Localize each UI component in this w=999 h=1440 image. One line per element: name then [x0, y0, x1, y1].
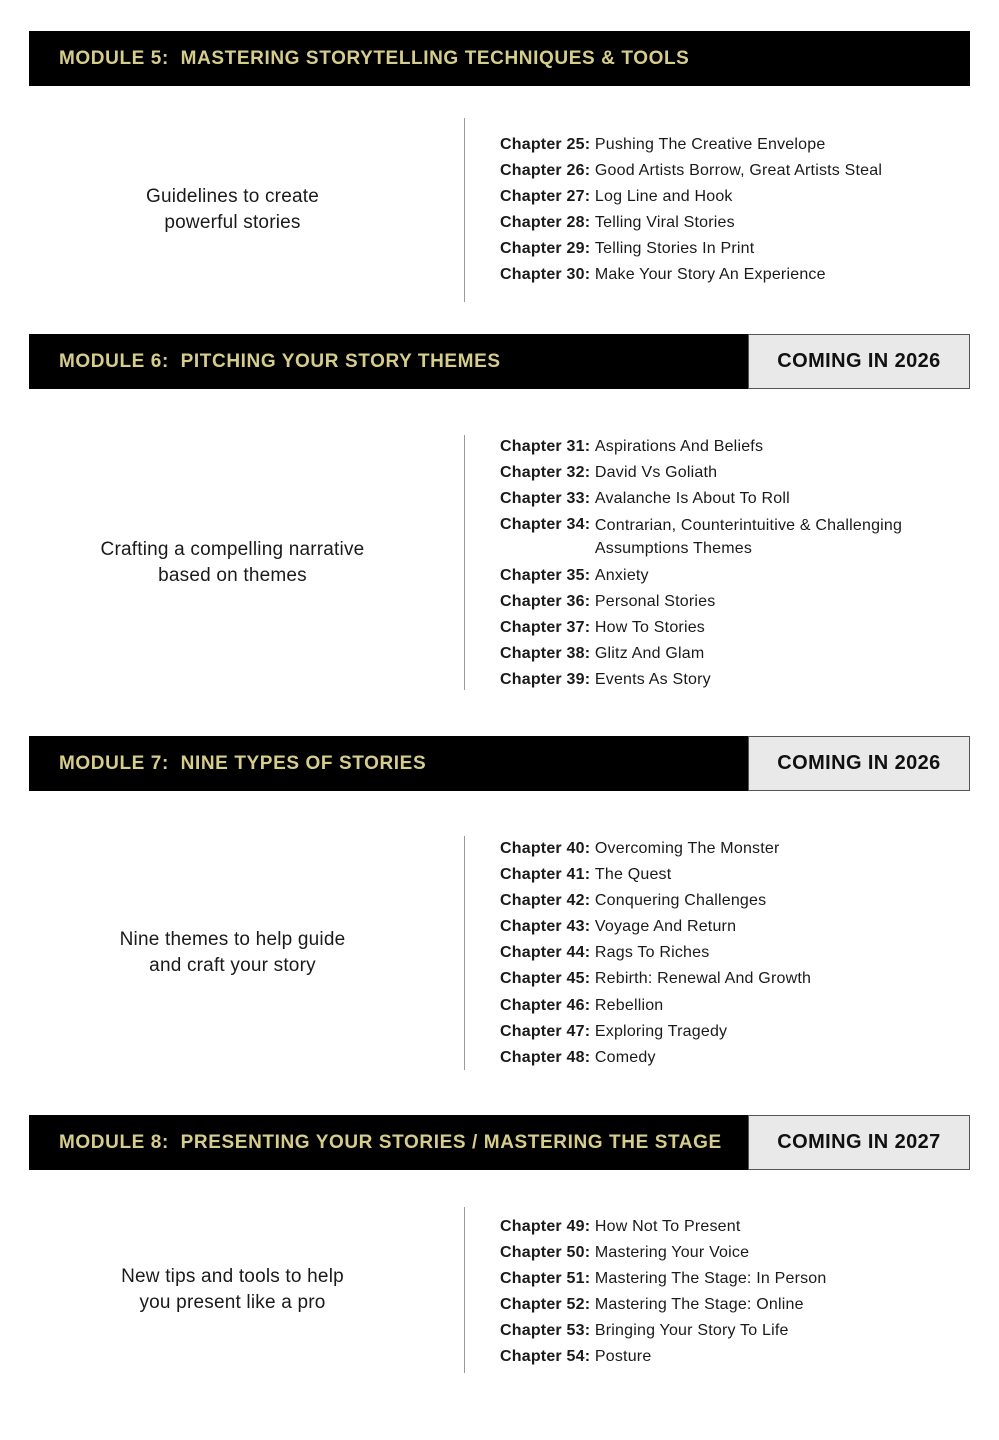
chapter-number: Chapter 35:: [500, 566, 591, 584]
chapter-title: David Vs Goliath: [594, 464, 718, 482]
chapter-item: [500, 589, 970, 615]
chapter-number: Chapter 53:: [500, 1322, 591, 1340]
chapter-title: Mastering The Stage: In Person: [594, 1270, 827, 1288]
chapter-item: [500, 940, 970, 966]
chapter-list: [500, 836, 970, 1071]
chapter-item: [500, 236, 970, 262]
chapter-item: [500, 210, 970, 236]
chapter-item: [500, 1019, 970, 1045]
chapter-item: [500, 1344, 970, 1370]
chapter-title: Telling Viral Stories: [594, 214, 735, 232]
chapter-number: Chapter 33:: [500, 490, 591, 508]
module-description: [29, 435, 436, 690]
chapter-title: Contrarian, Counterintuitive & Challenging Assumptions Themes: [594, 516, 903, 557]
chapter-number: Chapter 48:: [500, 1048, 591, 1066]
chapter-number: Chapter 37:: [500, 618, 591, 636]
coming-soon-badge: [748, 1115, 970, 1170]
module-5-header: [29, 31, 970, 86]
module-title: MODULE 6: PITCHING YOUR STORY THEMES: [59, 350, 501, 372]
chapter-list: [500, 1214, 970, 1371]
chapter-item: [500, 158, 970, 184]
chapter-number: Chapter 38:: [500, 645, 591, 663]
module-8-body: [29, 1207, 970, 1373]
chapter-title: Log Line and Hook: [594, 188, 733, 206]
chapter-number: Chapter 26:: [500, 162, 591, 180]
module-5-title-bar: [29, 31, 970, 86]
chapter-title: Avalanche Is About To Roll: [594, 490, 790, 508]
chapter-number: Chapter 36:: [500, 592, 591, 610]
chapter-item: [500, 914, 970, 940]
column-divider: [464, 1207, 465, 1373]
module-title: MODULE 5: MASTERING STORYTELLING TECHNIQUES & TOOLS: [59, 47, 690, 69]
chapter-title: Conquering Challenges: [594, 892, 767, 910]
description-line: Guidelines to create: [146, 186, 319, 207]
chapter-title: Bringing Your Story To Life: [594, 1322, 789, 1340]
chapter-number: Chapter 42:: [500, 892, 591, 910]
chapter-number: Chapter 52:: [500, 1296, 591, 1314]
module-description: [29, 836, 436, 1070]
chapter-item: [500, 667, 970, 693]
chapter-item: [500, 486, 970, 512]
chapter-number: Chapter 40:: [500, 840, 591, 857]
chapter-number: Chapter 30:: [500, 266, 591, 284]
chapter-list: [500, 434, 970, 693]
column-divider: [464, 836, 465, 1070]
chapter-number: Chapter 46:: [500, 996, 591, 1014]
chapter-title: How To Stories: [594, 618, 705, 636]
chapter-number: Chapter 25:: [500, 136, 591, 153]
column-divider: [464, 435, 465, 690]
chapter-item: [500, 862, 970, 888]
chapter-item: [500, 262, 970, 288]
chapter-title: Make Your Story An Experience: [594, 266, 826, 284]
chapter-title: Posture: [594, 1348, 652, 1366]
module-description: [29, 1207, 436, 1373]
chapter-number: Chapter 31:: [500, 438, 591, 455]
chapter-item: [500, 132, 970, 158]
chapter-number: Chapter 39:: [500, 671, 591, 689]
chapter-title: Comedy: [594, 1048, 656, 1066]
chapter-title: Mastering Your Voice: [594, 1244, 750, 1262]
description-line: and craft your story: [149, 955, 316, 976]
chapter-item: [500, 184, 970, 210]
description-line: New tips and tools to help: [121, 1266, 344, 1287]
chapter-number: Chapter 34:: [500, 516, 591, 534]
module-6-header: [29, 334, 970, 389]
chapter-item: [500, 1214, 970, 1240]
badge-label: COMING IN 2027: [777, 1131, 941, 1153]
column-divider: [464, 118, 465, 302]
module-7-title-bar: [29, 736, 748, 791]
chapter-number: Chapter 51:: [500, 1270, 591, 1288]
description-line: based on themes: [158, 564, 307, 586]
chapter-title: Voyage And Return: [594, 918, 737, 936]
chapter-title: Glitz And Glam: [594, 645, 705, 663]
chapter-title: The Quest: [594, 866, 672, 884]
chapter-number: Chapter 28:: [500, 214, 591, 232]
chapter-number: Chapter 27:: [500, 188, 591, 206]
chapter-number: Chapter 44:: [500, 944, 591, 962]
chapter-title: Exploring Tragedy: [594, 1022, 728, 1040]
chapter-title: Anxiety: [594, 566, 649, 584]
chapter-title: Telling Stories In Print: [594, 240, 755, 258]
module-6-title-bar: [29, 334, 748, 389]
chapter-number: Chapter 49:: [500, 1218, 591, 1235]
chapter-number: Chapter 54:: [500, 1348, 591, 1366]
chapter-number: Chapter 47:: [500, 1022, 591, 1040]
module-6-body: [29, 435, 970, 690]
description-line: Nine themes to help guide: [119, 929, 346, 950]
chapter-item: [500, 1045, 970, 1071]
chapter-item: [500, 966, 970, 992]
chapter-title: Rags To Riches: [594, 944, 710, 962]
coming-soon-badge: [748, 334, 970, 389]
chapter-item: [500, 434, 970, 460]
chapter-number: Chapter 41:: [500, 866, 591, 884]
chapter-title: Rebirth: Renewal And Growth: [594, 970, 812, 988]
module-description: [29, 118, 436, 302]
module-8-header: [29, 1115, 970, 1170]
chapter-list: [500, 132, 970, 289]
chapter-title: Good Artists Borrow, Great Artists Steal: [594, 162, 883, 180]
chapter-title: Aspirations And Beliefs: [594, 438, 764, 455]
chapter-number: Chapter 32:: [500, 464, 591, 482]
chapter-item: [500, 1240, 970, 1266]
chapter-item: [500, 888, 970, 914]
chapter-item: [500, 563, 970, 589]
description-line: Crafting a compelling narrative: [100, 538, 365, 560]
chapter-number: Chapter 29:: [500, 240, 591, 258]
chapter-title: Pushing The Creative Envelope: [594, 136, 826, 153]
chapter-item: [500, 615, 970, 641]
chapter-item: [500, 1266, 970, 1292]
chapter-item: [500, 641, 970, 667]
chapter-number: Chapter 50:: [500, 1244, 591, 1262]
module-7-body: [29, 836, 970, 1070]
module-5-body: [29, 118, 970, 302]
module-title: MODULE 8: PRESENTING YOUR STORIES / MASTERING THE STAGE: [59, 1131, 722, 1153]
chapter-item: [500, 460, 970, 486]
badge-label: COMING IN 2026: [777, 350, 941, 372]
module-8-title-bar: [29, 1115, 748, 1170]
coming-soon-badge: [748, 736, 970, 791]
chapter-title: Rebellion: [594, 996, 664, 1014]
badge-label: COMING IN 2026: [777, 752, 941, 774]
chapter-title: Events As Story: [594, 671, 711, 689]
chapter-number: Chapter 45:: [500, 970, 591, 988]
chapter-item: [500, 1292, 970, 1318]
description-line: you present like a pro: [139, 1292, 326, 1313]
chapter-title: Mastering The Stage: Online: [594, 1296, 804, 1314]
chapter-number: Chapter 43:: [500, 918, 591, 936]
chapter-item: [500, 836, 970, 862]
chapter-title: Overcoming The Monster: [594, 840, 780, 857]
chapter-item: [500, 993, 970, 1019]
module-title: MODULE 7: NINE TYPES OF STORIES: [59, 752, 427, 774]
chapter-title: How Not To Present: [594, 1218, 741, 1235]
module-7-header: [29, 736, 970, 791]
chapter-title: Personal Stories: [594, 592, 716, 610]
chapter-item: [500, 512, 970, 560]
description-line: powerful stories: [164, 212, 301, 233]
chapter-item: [500, 1318, 970, 1344]
